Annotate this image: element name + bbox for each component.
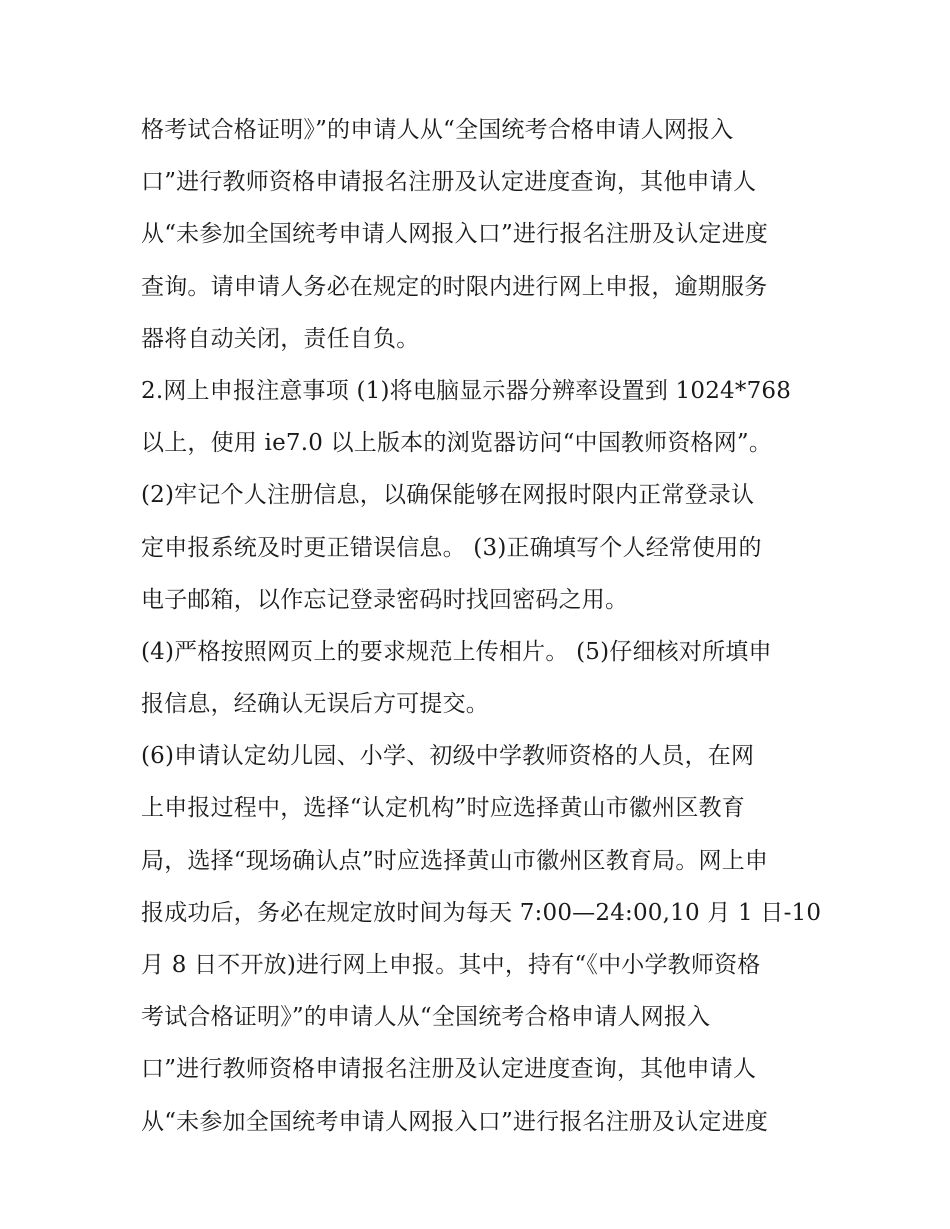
document-body bbox=[141, 110, 821, 1154]
text-line: 考试合格证明》”的申请人从“全国统考合格申请人网报入 bbox=[141, 1004, 711, 1031]
text-line: 定申报系统及时更正错误信息。 (3)正确填写个人经常使用的 bbox=[141, 534, 762, 561]
text-line: 局，选择“现场确认点”时应选择黄山市徽州区教育局。网上申 bbox=[141, 847, 769, 874]
text-line: 查询。请申请人务必在规定的时限内进行网上申报，逾期服务 bbox=[141, 273, 768, 300]
text-line: 电子邮箱，以作忘记登录密码时找回密码之用。 bbox=[141, 586, 629, 613]
text-line: 从“未参加全国统考申请人网报入口”进行报名注册及认定进度 bbox=[141, 1108, 769, 1135]
text-line: 口”进行教师资格申请报名注册及认定进度查询，其他申请人 bbox=[141, 1056, 757, 1083]
text-line: 上申报过程中，选择“认定机构”时应选择黄山市徽州区教育 bbox=[141, 795, 745, 822]
text-line: 报成功后，务必在规定放时间为每天 7:00—24:00,10 月 1 日-10 bbox=[141, 899, 822, 926]
text-line: 格考试合格证明》”的申请人从“全国统考合格申请人网报入 bbox=[141, 117, 734, 143]
text-line: (4)严格按照网页上的要求规范上传相片。 (5)仔细核对所填申 bbox=[141, 638, 772, 665]
text-line: 口”进行教师资格申请报名注册及认定进度查询，其他申请人 bbox=[141, 169, 757, 196]
text-line: (2)牢记个人注册信息，以确保能够在网报时限内正常登录认 bbox=[141, 482, 755, 509]
text-line: 以上，使用 ie7.0 以上版本的浏览器访问“中国教师资格网”。 bbox=[141, 430, 773, 457]
text-line: (6)申请认定幼儿园、小学、初级中学教师资格的人员，在网 bbox=[141, 743, 755, 770]
text-line: 报信息，经确认无误后方可提交。 bbox=[141, 691, 489, 718]
text-line: 月 8 日不开放)进行网上申报。其中，持有“《中小学教师资格 bbox=[141, 952, 761, 978]
text-line: 器将自动关闭，责任自负。 bbox=[141, 325, 420, 352]
text-line: 2.网上申报注意事项 (1)将电脑显示器分辨率设置到 1024*768 bbox=[141, 377, 792, 404]
text-line: 从“未参加全国统考申请人网报入口”进行报名注册及认定进度 bbox=[141, 221, 769, 248]
